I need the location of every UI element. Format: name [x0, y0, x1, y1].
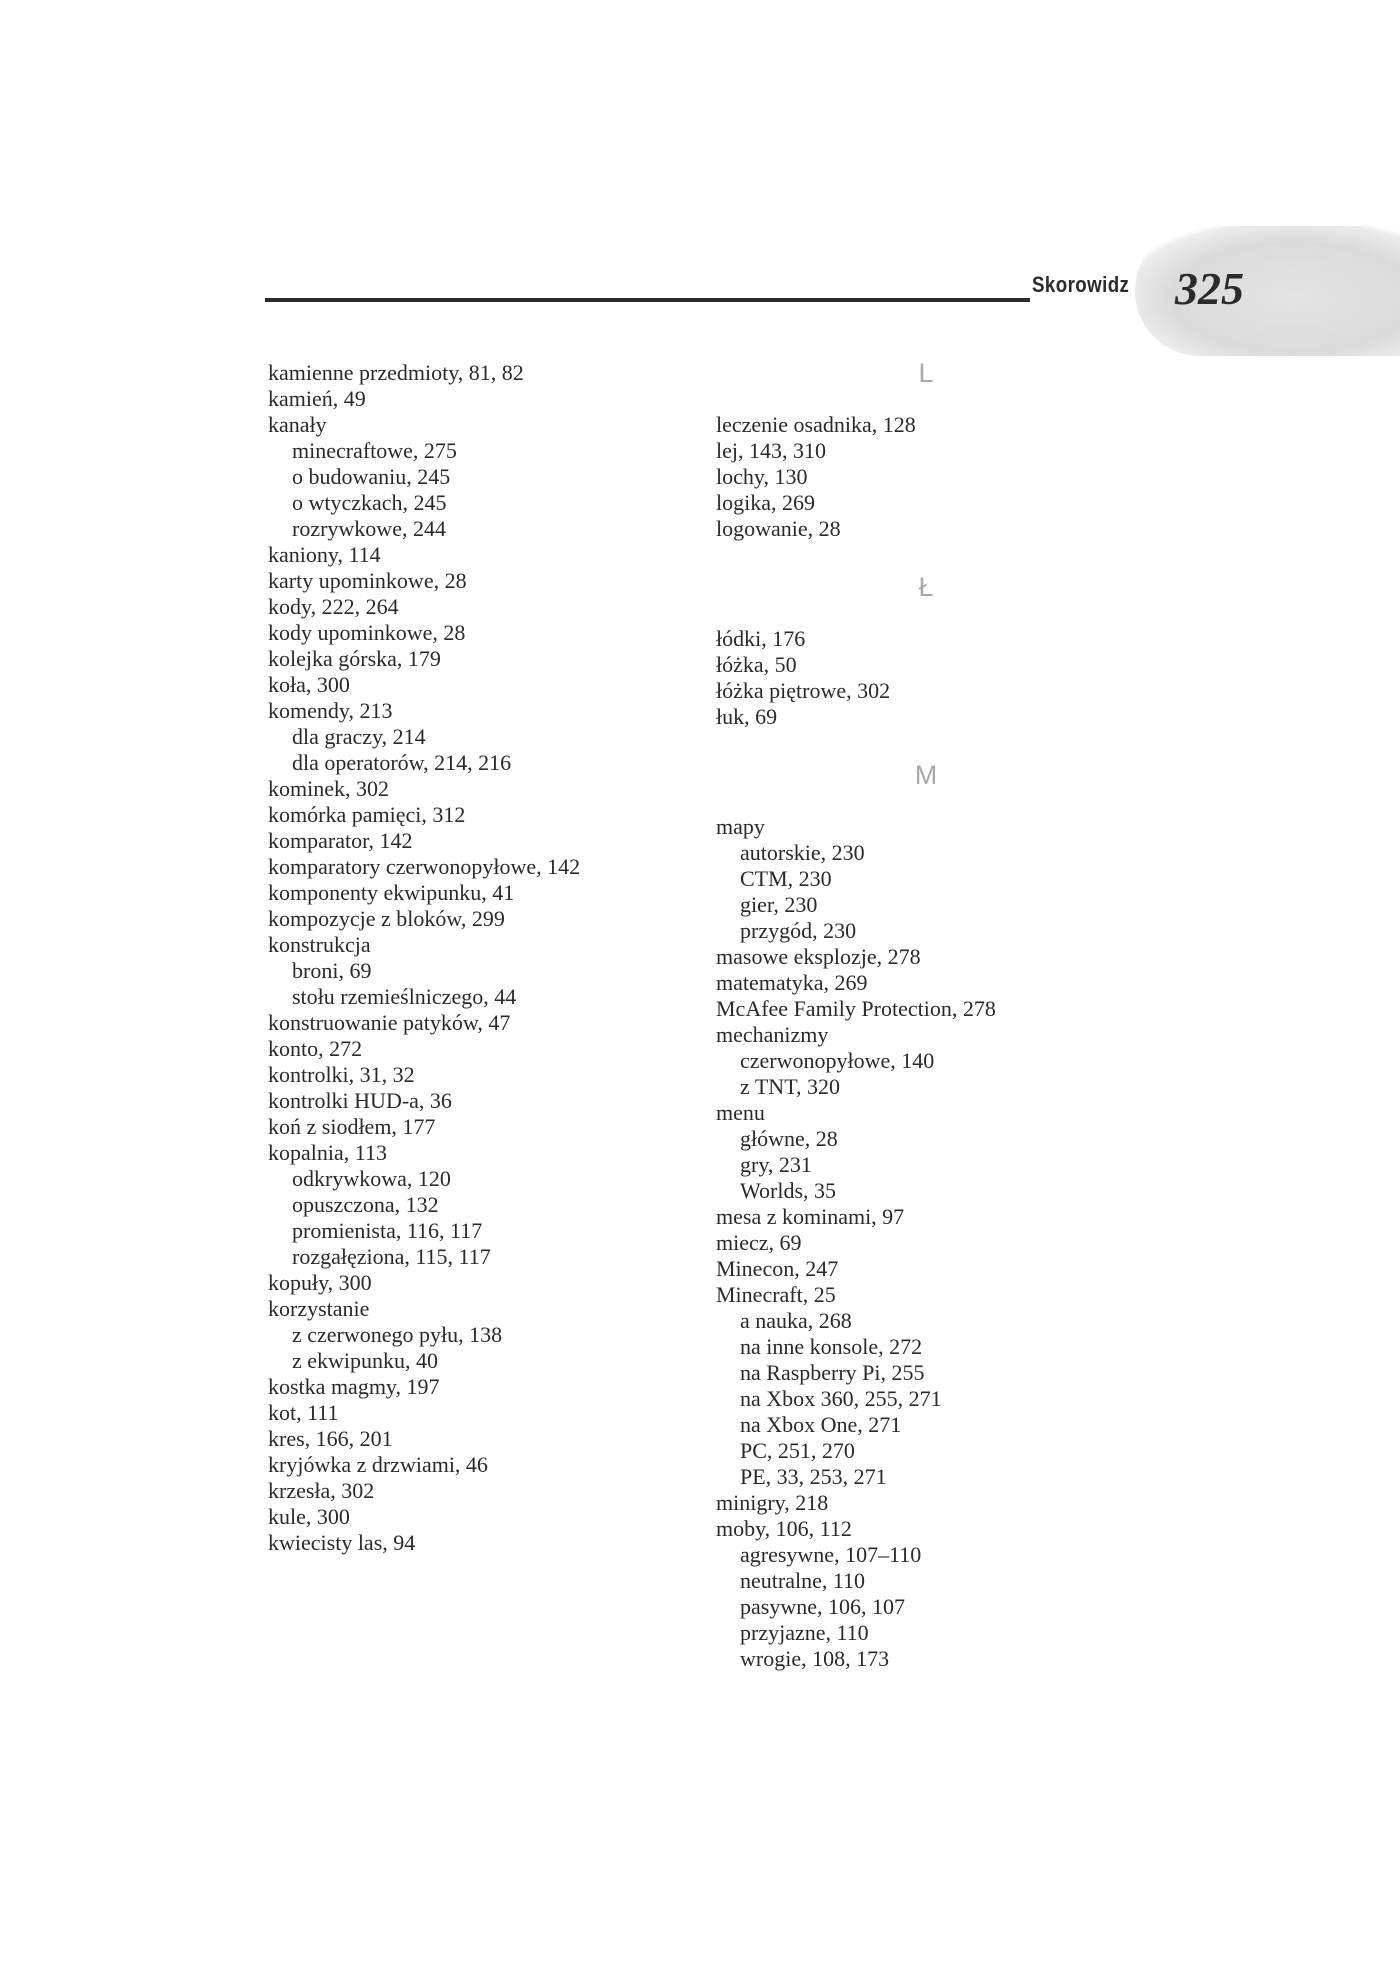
index-subentry: stołu rzemieślniczego, 44 — [292, 984, 517, 1009]
index-entry: kaniony, 114 — [268, 542, 381, 567]
index-subentry: PE, 33, 253, 271 — [740, 1464, 887, 1489]
index-subentry: z czerwonego pyłu, 138 — [292, 1322, 503, 1347]
index-subentry: na Xbox One, 271 — [740, 1412, 902, 1437]
index-subentry: z TNT, 320 — [740, 1074, 840, 1099]
index-entry: kopuły, 300 — [268, 1270, 372, 1295]
index-entry: komparator, 142 — [268, 828, 413, 853]
index-entry: kwiecisty las, 94 — [268, 1530, 416, 1555]
index-subentry: na Raspberry Pi, 255 — [740, 1360, 925, 1385]
index-subentry: promienista, 116, 117 — [292, 1218, 483, 1243]
index-entry: lochy, 130 — [716, 464, 808, 489]
index-subentry: gier, 230 — [740, 892, 818, 917]
index-entry: McAfee Family Protection, 278 — [716, 996, 996, 1021]
index-subentry: rozrywkowe, 244 — [292, 516, 446, 541]
index-entry: Minecraft, 25 — [716, 1282, 836, 1307]
index-entry: kominek, 302 — [268, 776, 389, 801]
index-entry: mapy — [716, 814, 765, 839]
index-entry: kanały — [268, 412, 327, 437]
index-entry: kryjówka z drzwiami, 46 — [268, 1452, 488, 1477]
index-entry: masowe eksplozje, 278 — [716, 944, 921, 969]
index-entry: kot, 111 — [268, 1400, 339, 1425]
index-entry: mesa z kominami, 97 — [716, 1204, 905, 1229]
index-subentry: dla operatorów, 214, 216 — [292, 750, 512, 775]
index-entry: logowanie, 28 — [716, 516, 841, 541]
index-entry: łódki, 176 — [716, 626, 806, 651]
index-subentry: autorskie, 230 — [740, 840, 865, 865]
section-title: Skorowidz — [1032, 272, 1130, 297]
index-subentry: dla graczy, 214 — [292, 724, 426, 749]
index-subentry: CTM, 230 — [740, 866, 832, 891]
index-entry: komendy, 213 — [268, 698, 393, 723]
index-subentry: czerwonopyłowe, 140 — [740, 1048, 935, 1073]
index-subentry: na inne konsole, 272 — [740, 1334, 923, 1359]
letter-heading-L: L — [918, 358, 934, 388]
index-entry: kolejka górska, 179 — [268, 646, 441, 671]
index-entry: łuk, 69 — [716, 704, 778, 729]
index-entry: minigry, 218 — [716, 1490, 829, 1515]
index-entry: łóżka, 50 — [716, 652, 797, 677]
index-entry: korzystanie — [268, 1296, 370, 1321]
index-entry: konto, 272 — [268, 1036, 363, 1061]
index-entry: matematyka, 269 — [716, 970, 868, 995]
index-entry: mechanizmy — [716, 1022, 829, 1047]
index-subentry: Worlds, 35 — [740, 1178, 837, 1203]
index-subentry: neutralne, 110 — [740, 1568, 866, 1593]
index-column-right — [716, 360, 1136, 1672]
index-subentry: gry, 231 — [740, 1152, 812, 1177]
index-entry: kres, 166, 201 — [268, 1426, 393, 1451]
index-subentry: o wtyczkach, 245 — [292, 490, 447, 515]
index-entry: menu — [716, 1100, 765, 1125]
index-subentry: minecraftowe, 275 — [292, 438, 457, 463]
index-entry: konstruowanie patyków, 47 — [268, 1010, 511, 1035]
index-entry: kopalnia, 113 — [268, 1140, 387, 1165]
index-entry: logika, 269 — [716, 490, 815, 515]
index-entry: kody upominkowe, 28 — [268, 620, 466, 645]
index-subentry: PC, 251, 270 — [740, 1438, 855, 1463]
index-subentry: o budowaniu, 245 — [292, 464, 451, 489]
index-entry: kostka magmy, 197 — [268, 1374, 440, 1399]
index-entry: karty upominkowe, 28 — [268, 568, 467, 593]
page-number: 325 — [1175, 263, 1244, 314]
index-entry: kompozycje z bloków, 299 — [268, 906, 505, 931]
index-entry: łóżka piętrowe, 302 — [716, 678, 891, 703]
index-entry: konstrukcja — [268, 932, 371, 957]
index-subentry: odkrywkowa, 120 — [292, 1166, 451, 1191]
index-subentry: pasywne, 106, 107 — [740, 1594, 905, 1619]
index-subentry: z ekwipunku, 40 — [292, 1348, 439, 1373]
index-subentry: agresywne, 107–110 — [740, 1542, 922, 1567]
header-rule — [265, 298, 1030, 302]
index-entry: kamienne przedmioty, 81, 82 — [268, 360, 524, 385]
index-entry: koń z siodłem, 177 — [268, 1114, 436, 1139]
index-subentry: broni, 69 — [292, 958, 372, 983]
letter-heading-M: M — [914, 760, 938, 790]
index-entry: kody, 222, 264 — [268, 594, 399, 619]
index-entry: Minecon, 247 — [716, 1256, 839, 1281]
index-subentry: opuszczona, 132 — [292, 1192, 439, 1217]
index-group-L-stroke — [716, 626, 1136, 730]
index-subentry: a nauka, 268 — [740, 1308, 852, 1333]
index-subentry: przygód, 230 — [740, 918, 857, 943]
index-subentry: wrogie, 108, 173 — [740, 1646, 890, 1671]
index-group-M — [716, 814, 1136, 1672]
index-group-L — [716, 412, 1136, 542]
index-subentry: przyjazne, 110 — [740, 1620, 869, 1645]
index-subentry: główne, 28 — [740, 1126, 838, 1151]
index-entry: kamień, 49 — [268, 386, 366, 411]
index-entry: kontrolki, 31, 32 — [268, 1062, 415, 1087]
index-entry: komponenty ekwipunku, 41 — [268, 880, 515, 905]
index-subentry: na Xbox 360, 255, 271 — [740, 1386, 942, 1411]
index-entry: kontrolki HUD-a, 36 — [268, 1088, 452, 1113]
index-entry: moby, 106, 112 — [716, 1516, 852, 1541]
index-entry: leczenie osadnika, 128 — [716, 412, 916, 437]
index-entry: komórka pamięci, 312 — [268, 802, 466, 827]
index-entry: koła, 300 — [268, 672, 350, 697]
index-column-left — [268, 360, 688, 1556]
index-entry: kule, 300 — [268, 1504, 350, 1529]
index-entry: komparatory czerwonopyłowe, 142 — [268, 854, 581, 879]
index-entry: krzesła, 302 — [268, 1478, 375, 1503]
index-entry: miecz, 69 — [716, 1230, 802, 1255]
index-entry: lej, 143, 310 — [716, 438, 826, 463]
letter-heading-L-stroke: Ł — [918, 572, 934, 602]
index-subentry: rozgałęziona, 115, 117 — [292, 1244, 491, 1269]
